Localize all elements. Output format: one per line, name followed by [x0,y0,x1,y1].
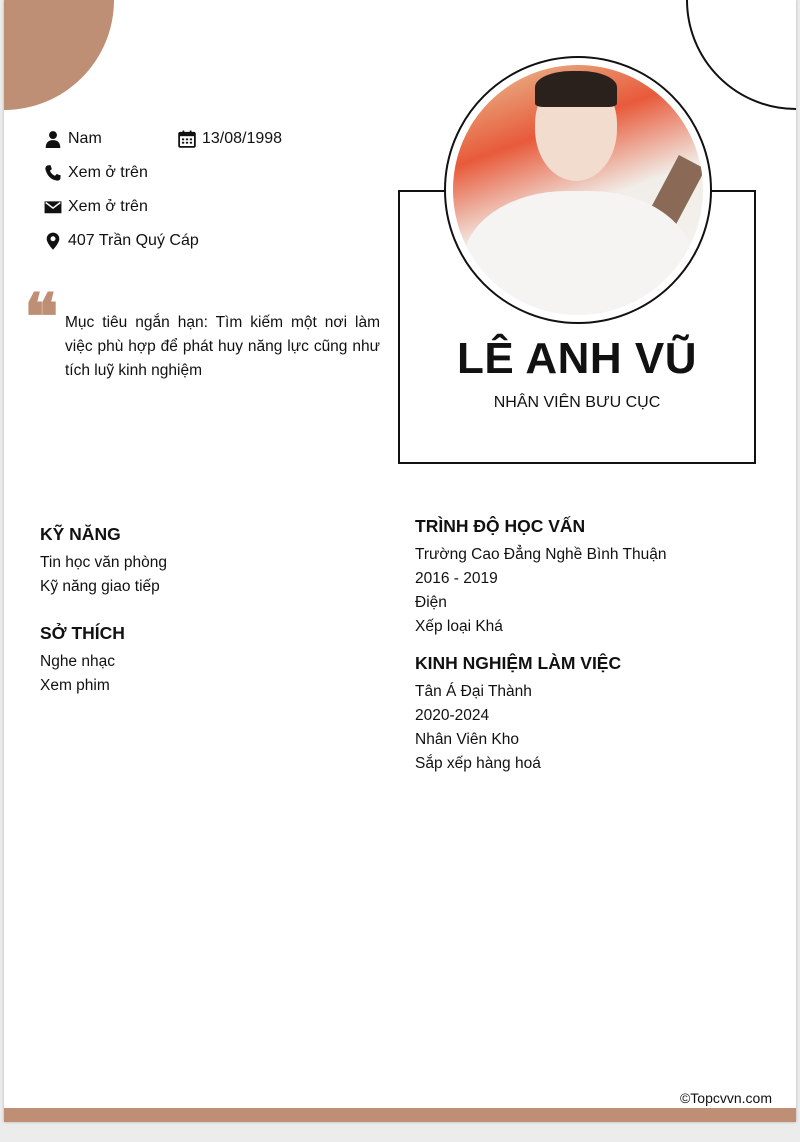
experience-item: 2020-2024 [415,707,490,724]
contact-phone [44,164,148,182]
experience-item: Nhân Viên Kho [415,731,519,748]
education-item: 2016 - 2019 [415,570,498,587]
hobby-item: Xem phim [40,677,110,694]
section-title: SỞ THÍCH [40,623,125,643]
footer-credit: ©Topcvvn.com [679,1090,772,1106]
experience-item: Sắp xếp hàng hoá [415,755,541,772]
avatar [453,65,703,315]
education-section [415,516,666,639]
bottom-accent-bar [4,1108,796,1122]
career-objective: Mục tiêu ngắn hạn: Tìm kiếm một nơi làm việc phù hợp để phát huy năng lực cũng như tích luỹ kinh nghiệm [65,314,380,379]
gender-value: Nam [68,130,102,147]
address-value: 407 Trần Quý Cáp [68,232,199,249]
hobby-item: Nghe nhạc [40,653,115,670]
education-item: Điện [415,594,447,611]
section-title: KINH NGHIỆM LÀM VIỆC [415,653,622,673]
section-title: TRÌNH ĐỘ HỌC VẤN [415,516,586,536]
skill-item: Tin học văn phòng [40,554,167,571]
avatar-ring [444,56,712,324]
phone-icon [44,164,62,182]
experience-item: Tân Á Đại Thành [415,683,532,700]
education-item: Xếp loại Khá [415,618,503,635]
calendar-icon [178,130,196,148]
contact-birthday [178,130,282,148]
job-title: NHÂN VIÊN BƯU CỤC [493,394,661,411]
map-pin-icon [44,232,62,250]
person-icon [44,130,62,148]
skills-section [40,524,167,599]
hobbies-section [40,623,125,698]
contact-gender [44,130,102,148]
cv-page [4,0,796,1122]
quote-icon: ❝ [24,280,55,355]
decorative-ring-top-right [686,0,796,110]
experience-section [415,653,621,776]
skill-item: Kỹ năng giao tiếp [40,578,160,595]
email-value: Xem ở trên [68,198,148,215]
contact-address [44,232,199,250]
birthday-value: 13/08/1998 [202,130,283,147]
section-title: KỸ NĂNG [40,524,121,544]
candidate-name: LÊ ANH VŨ [457,334,697,383]
envelope-icon [44,198,62,216]
decorative-circle-top-left [4,0,114,110]
phone-value: Xem ở trên [68,164,148,181]
contact-email [44,198,148,216]
education-item: Trường Cao Đẳng Nghề Bình Thuận [415,546,667,563]
